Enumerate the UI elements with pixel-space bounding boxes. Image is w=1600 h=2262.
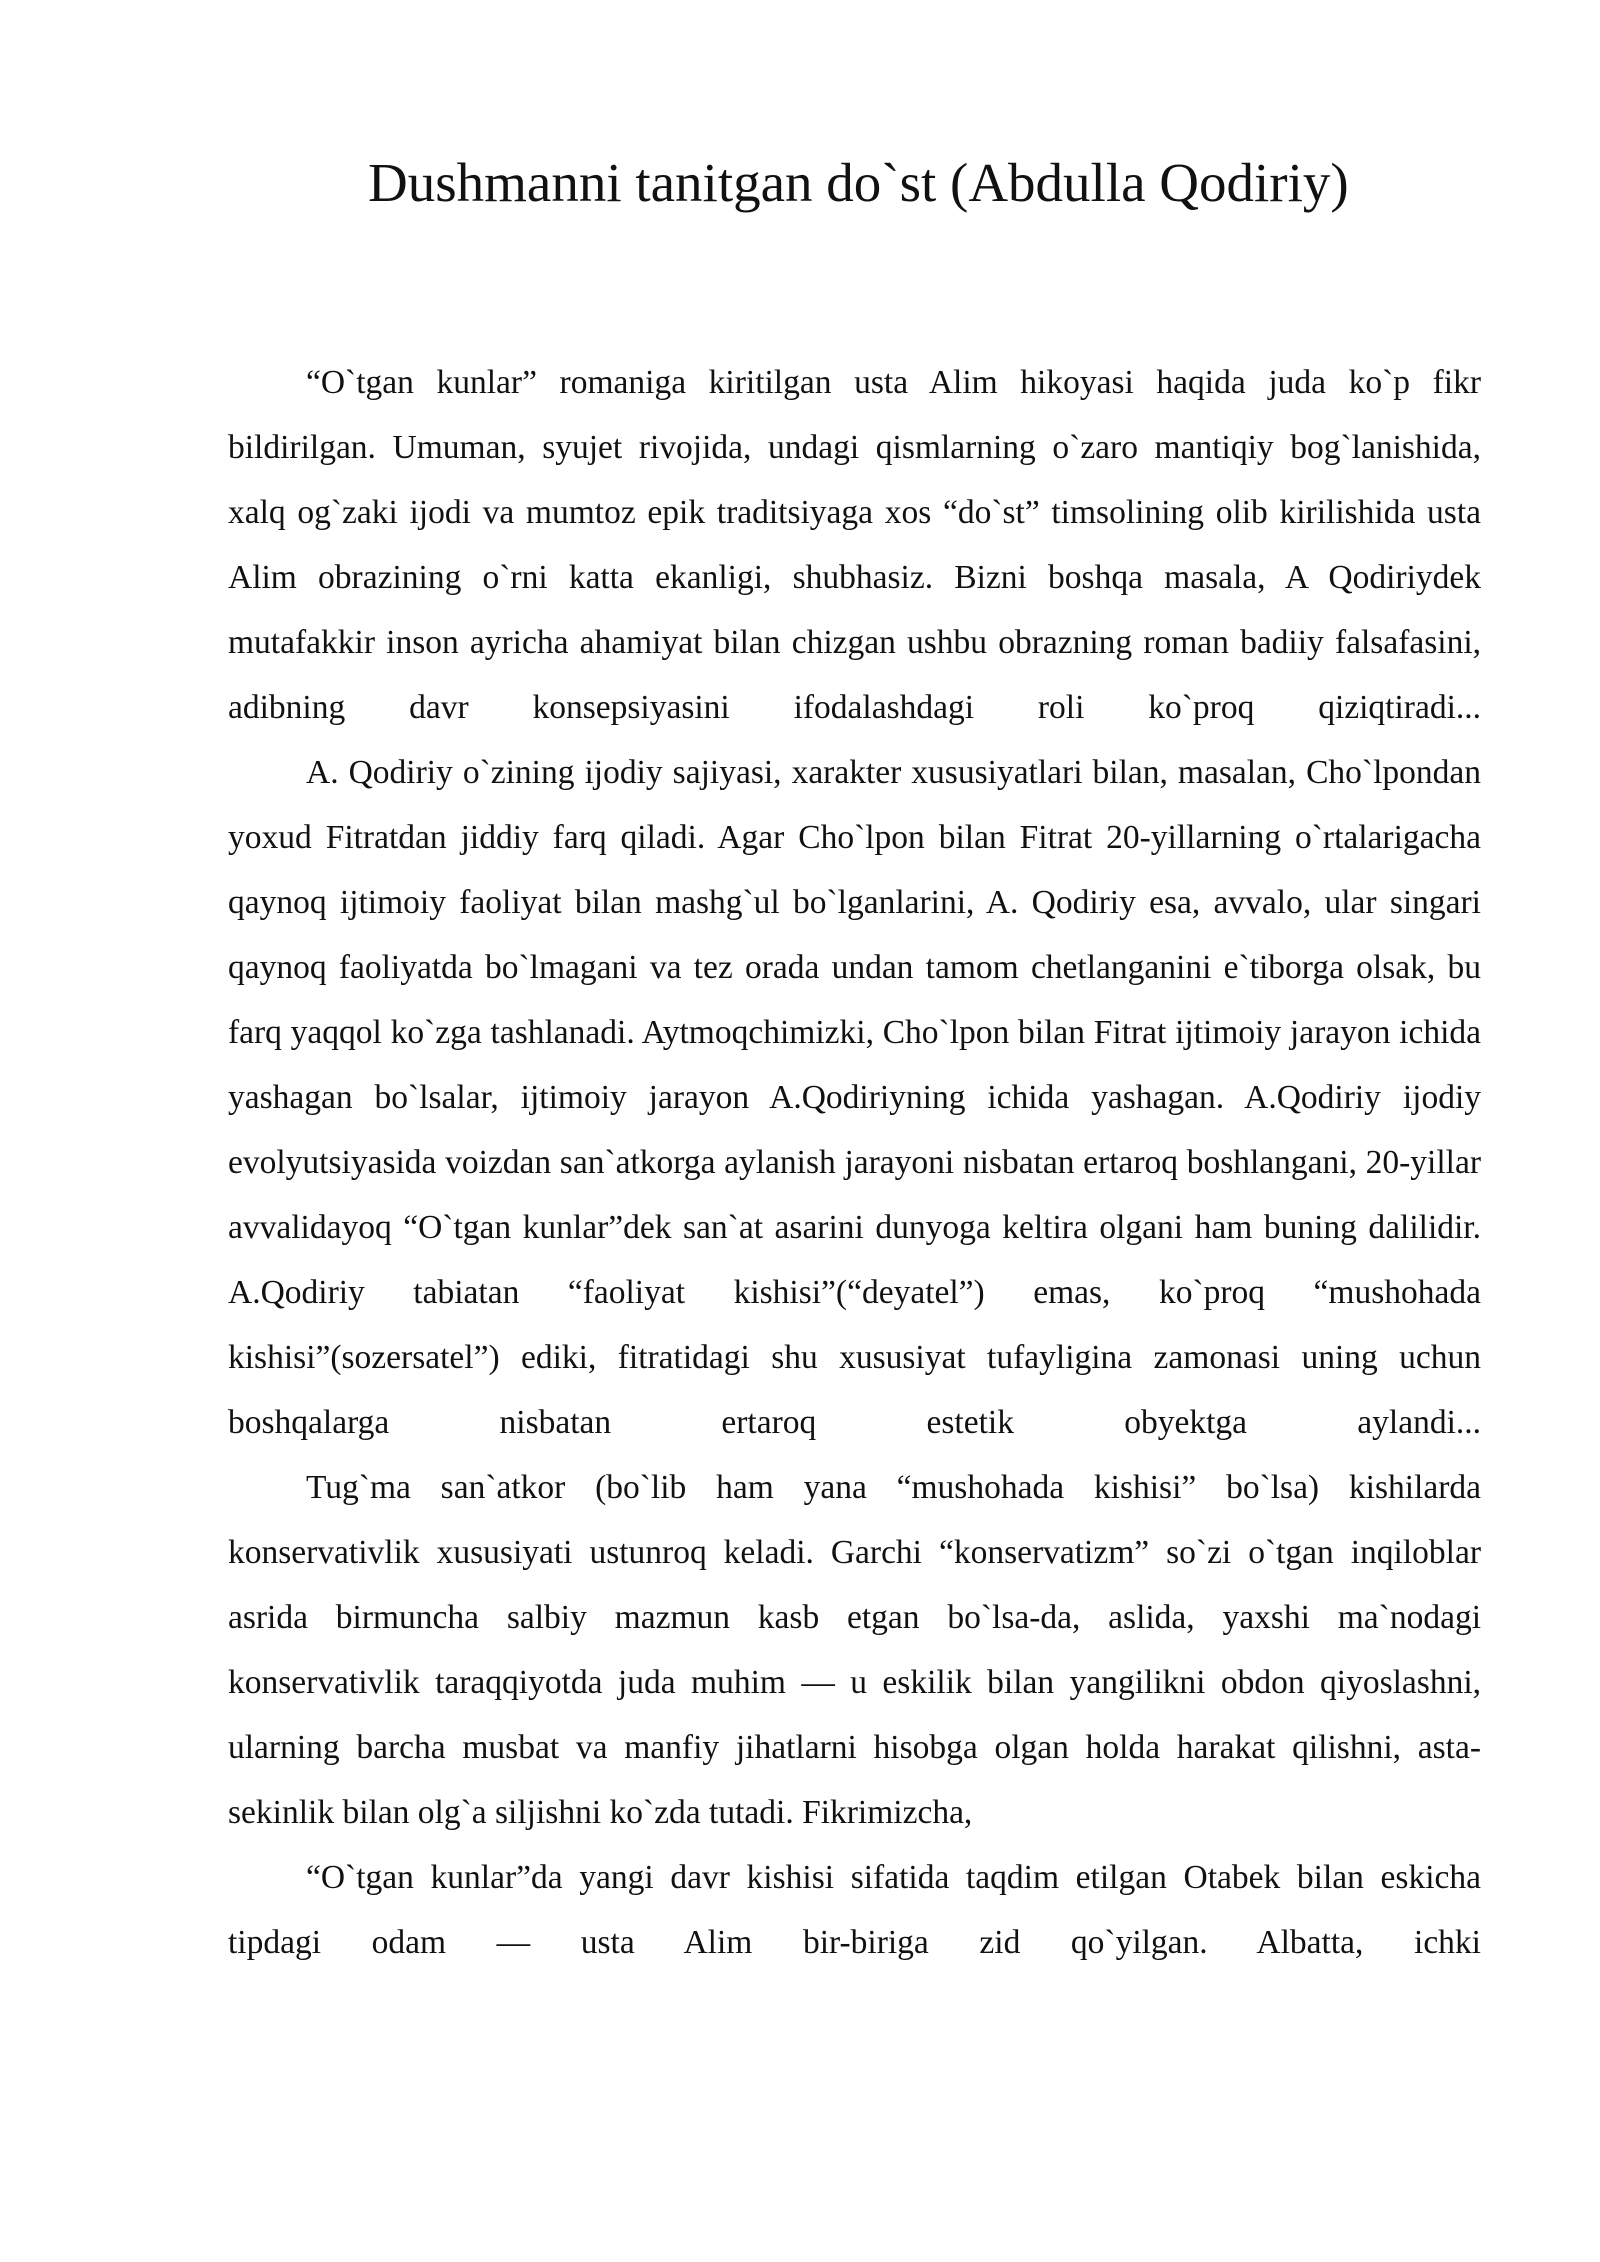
paragraph-2: A. Qodiriy o`zining ijodiy sajiyasi, xarakter xususiyatlari bilan, masalan, Cho`lpondan yoxud Fitratdan jiddiy farq qiladi. Agar Cho`lpon bilan Fitrat 20-yillarning o`rtalarigacha qaynoq ijtimoiy faoliyat bilan mashg`ul bo`lganlarini, A. Qodiriy esa, avvalo, ular singari qaynoq faoliyatda bo`lmagani va tez orada undan tamom chetlanganini e`tiborga olsak, bu farq yaqqol ko`zga tashlanadi. Aytmoqchimizki, Cho`lpon bilan Fitrat ijtimoiy jarayon ichida yashagan bo`lsalar, ijtimoiy jarayon A.Qodiriyning ichida yashagan. A.Qodiriy ijodiy evolyutsiyasida voizdan san`atkorga aylanish jarayoni nisbatan ertaroq boshlangani, 20-yillar avvalidayoq “O`tgan kunlar”dek san`at asarini dunyoga keltira olgani ham buning dalilidir. A.Qodiriy tabiatan “faoliyat kishisi”(“deyatel”) emas, ko`proq “mushohada kishisi”(sozersatel”) ediki, fitratidagi shu xususiyat tufayligina zamonasi uning uchun boshqalarga nisbatan ertaroq estetik obyektga aylandi... bbox=[228, 754, 1481, 1441]
paragraph-1: “O`tgan kunlar” romaniga kiritilgan usta Alim hikoyasi haqida juda ko`p fikr bildirilgan. Umuman, syujet rivojida, undagi qismlarning o`zaro mantiqiy bog`lanishida, xalq og`zaki ijodi va mumtoz epik traditsiyaga xos “do`st” timsolining olib kirilishida usta Alim obrazining o`rni katta ekanligi, shubhasiz. Bizni boshqa masala, A Qodiriydek mutafakkir inson ayricha ahamiyat bilan chizgan ushbu obrazning roman badiiy falsafasini, adibning davr konsepsiyasini ifodalashdagi roli ko`proq qiziqtiradi... bbox=[228, 364, 1481, 726]
document-title: Dushmanni tanitgan do`st (Abdulla Qodiriy) bbox=[368, 152, 1349, 213]
paragraph-3: Tug`ma san`atkor (bo`lib ham yana “mushohada kishisi” bo`lsa) kishilarda konservativlik xususiyati ustunroq keladi. Garchi “konservatizm” so`zi o`tgan inqiloblar asrida birmuncha salbiy mazmun kasb etgan bo`lsa-da, aslida, yaxshi ma`nodagi konservativlik taraqqiyotda juda muhim — u eskilik bilan yangilikni obdon qiyoslashni, ularning barcha musbat va manfiy jihatlarni hisobga olgan holda harakat qilishni, asta-sekinlik bilan olg`a siljishni ko`zda tutadi. Fikrimizcha, bbox=[228, 1469, 1481, 1831]
document-body bbox=[228, 350, 1481, 1975]
paragraph-4: “O`tgan kunlar”da yangi davr kishisi sifatida taqdim etilgan Otabek bilan eskicha tipdagi odam — usta Alim bir-biriga zid qo`yilgan. Albatta, ichki bbox=[228, 1859, 1481, 1961]
